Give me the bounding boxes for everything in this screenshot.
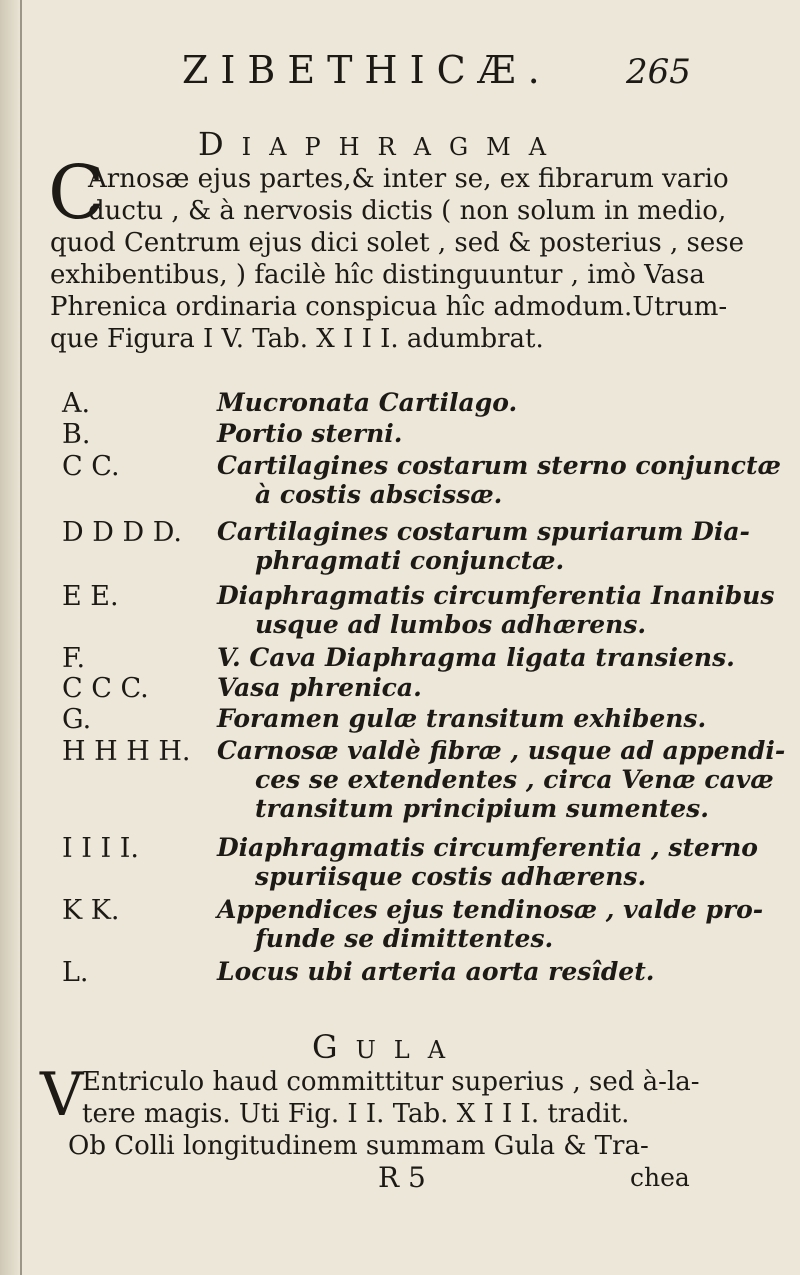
legend-desc: Diaphragmatis circumferentia Inanibus usque ad lumbos adhærens. bbox=[217, 581, 775, 639]
legend-key: F. bbox=[62, 643, 86, 674]
paragraph-line: quod Centrum ejus dici solet , sed & posterius , sese bbox=[50, 228, 744, 258]
section-title-diaphragma bbox=[198, 125, 564, 163]
paragraph-line: ductu , & à nervosis dictis ( non solum in medio, bbox=[88, 196, 727, 226]
legend-desc: Carnosæ valdè fibræ , usque ad appendi- ces se extendentes , circa Venæ cavæ transitum principium sumentes. bbox=[217, 736, 786, 823]
paragraph-line: Ob Colli longitudinem summam Gula & Tra- bbox=[68, 1131, 649, 1161]
legend-key: G. bbox=[62, 704, 92, 735]
legend-desc: Appendices ejus tendinosæ , valde pro- funde se dimittentes. bbox=[217, 895, 764, 953]
legend-key: L. bbox=[62, 957, 89, 988]
legend-desc: Portio sterni. bbox=[217, 419, 403, 448]
legend-desc: V. Cava Diaphragma ligata transiens. bbox=[217, 643, 735, 672]
gula-paragraph bbox=[50, 1066, 698, 1162]
section-title-gula bbox=[312, 1028, 463, 1066]
paragraph-line: Phrenica ordinaria conspicua hîc admodum.Utrum- bbox=[50, 292, 728, 322]
legend-key: E E. bbox=[62, 581, 119, 612]
legend-desc: Mucronata Cartilago. bbox=[217, 388, 518, 417]
section-title-initial: D bbox=[198, 125, 242, 163]
drop-cap: C bbox=[48, 150, 105, 236]
legend-key: A. bbox=[62, 388, 91, 419]
legend-desc: Diaphragmatis circumferentia , sterno spuriisque costis adhærens. bbox=[217, 833, 758, 891]
legend-desc: Cartilagines costarum sterno conjunctæ à costis abscissæ. bbox=[217, 451, 781, 509]
section-title-rest: IAPHRAGMA bbox=[241, 133, 565, 161]
legend-key: C C C. bbox=[62, 673, 149, 704]
legend-key: B. bbox=[62, 419, 91, 450]
legend-desc: Cartilagines costarum spuriarum Dia- phragmati conjunctæ. bbox=[217, 517, 750, 575]
paragraph-line: tere magis. Uti Fig. I I. Tab. X I I I. tradit. bbox=[82, 1099, 630, 1129]
paragraph-line: Arnosæ ejus partes,& inter se, ex fibrarum vario bbox=[88, 164, 729, 194]
paragraph-line: que Figura I V. Tab. X I I I. adumbrat. bbox=[50, 324, 544, 354]
drop-cap: V bbox=[40, 1060, 84, 1130]
signature-mark: R 5 bbox=[378, 1161, 426, 1194]
page-gutter bbox=[0, 0, 22, 1275]
legend-desc: Foramen gulæ transitum exhibens. bbox=[217, 704, 707, 733]
catchword: chea bbox=[630, 1163, 690, 1192]
page-number: 265 bbox=[626, 52, 691, 92]
legend-key: I I I I. bbox=[62, 833, 139, 864]
paragraph-line: Entriculo haud committitur superius , sed à-la- bbox=[82, 1067, 700, 1097]
legend-desc: Locus ubi arteria aorta resîdet. bbox=[217, 957, 655, 986]
diaphragma-paragraph bbox=[50, 163, 744, 355]
legend-key: C C. bbox=[62, 451, 120, 482]
running-head: ZIBETHICÆ. bbox=[182, 48, 552, 92]
section-title-rest: ULA bbox=[355, 1036, 464, 1064]
paragraph-line: exhibentibus, ) facilè hîc distinguuntur , imò Vasa bbox=[50, 260, 705, 290]
gutter-edge bbox=[20, 0, 22, 1275]
legend-key: D D D D. bbox=[62, 517, 182, 548]
legend-key: K K. bbox=[62, 895, 120, 926]
legend-key: H H H H. bbox=[62, 736, 191, 767]
legend-desc: Vasa phrenica. bbox=[217, 673, 422, 702]
section-title-initial: G bbox=[312, 1028, 356, 1066]
